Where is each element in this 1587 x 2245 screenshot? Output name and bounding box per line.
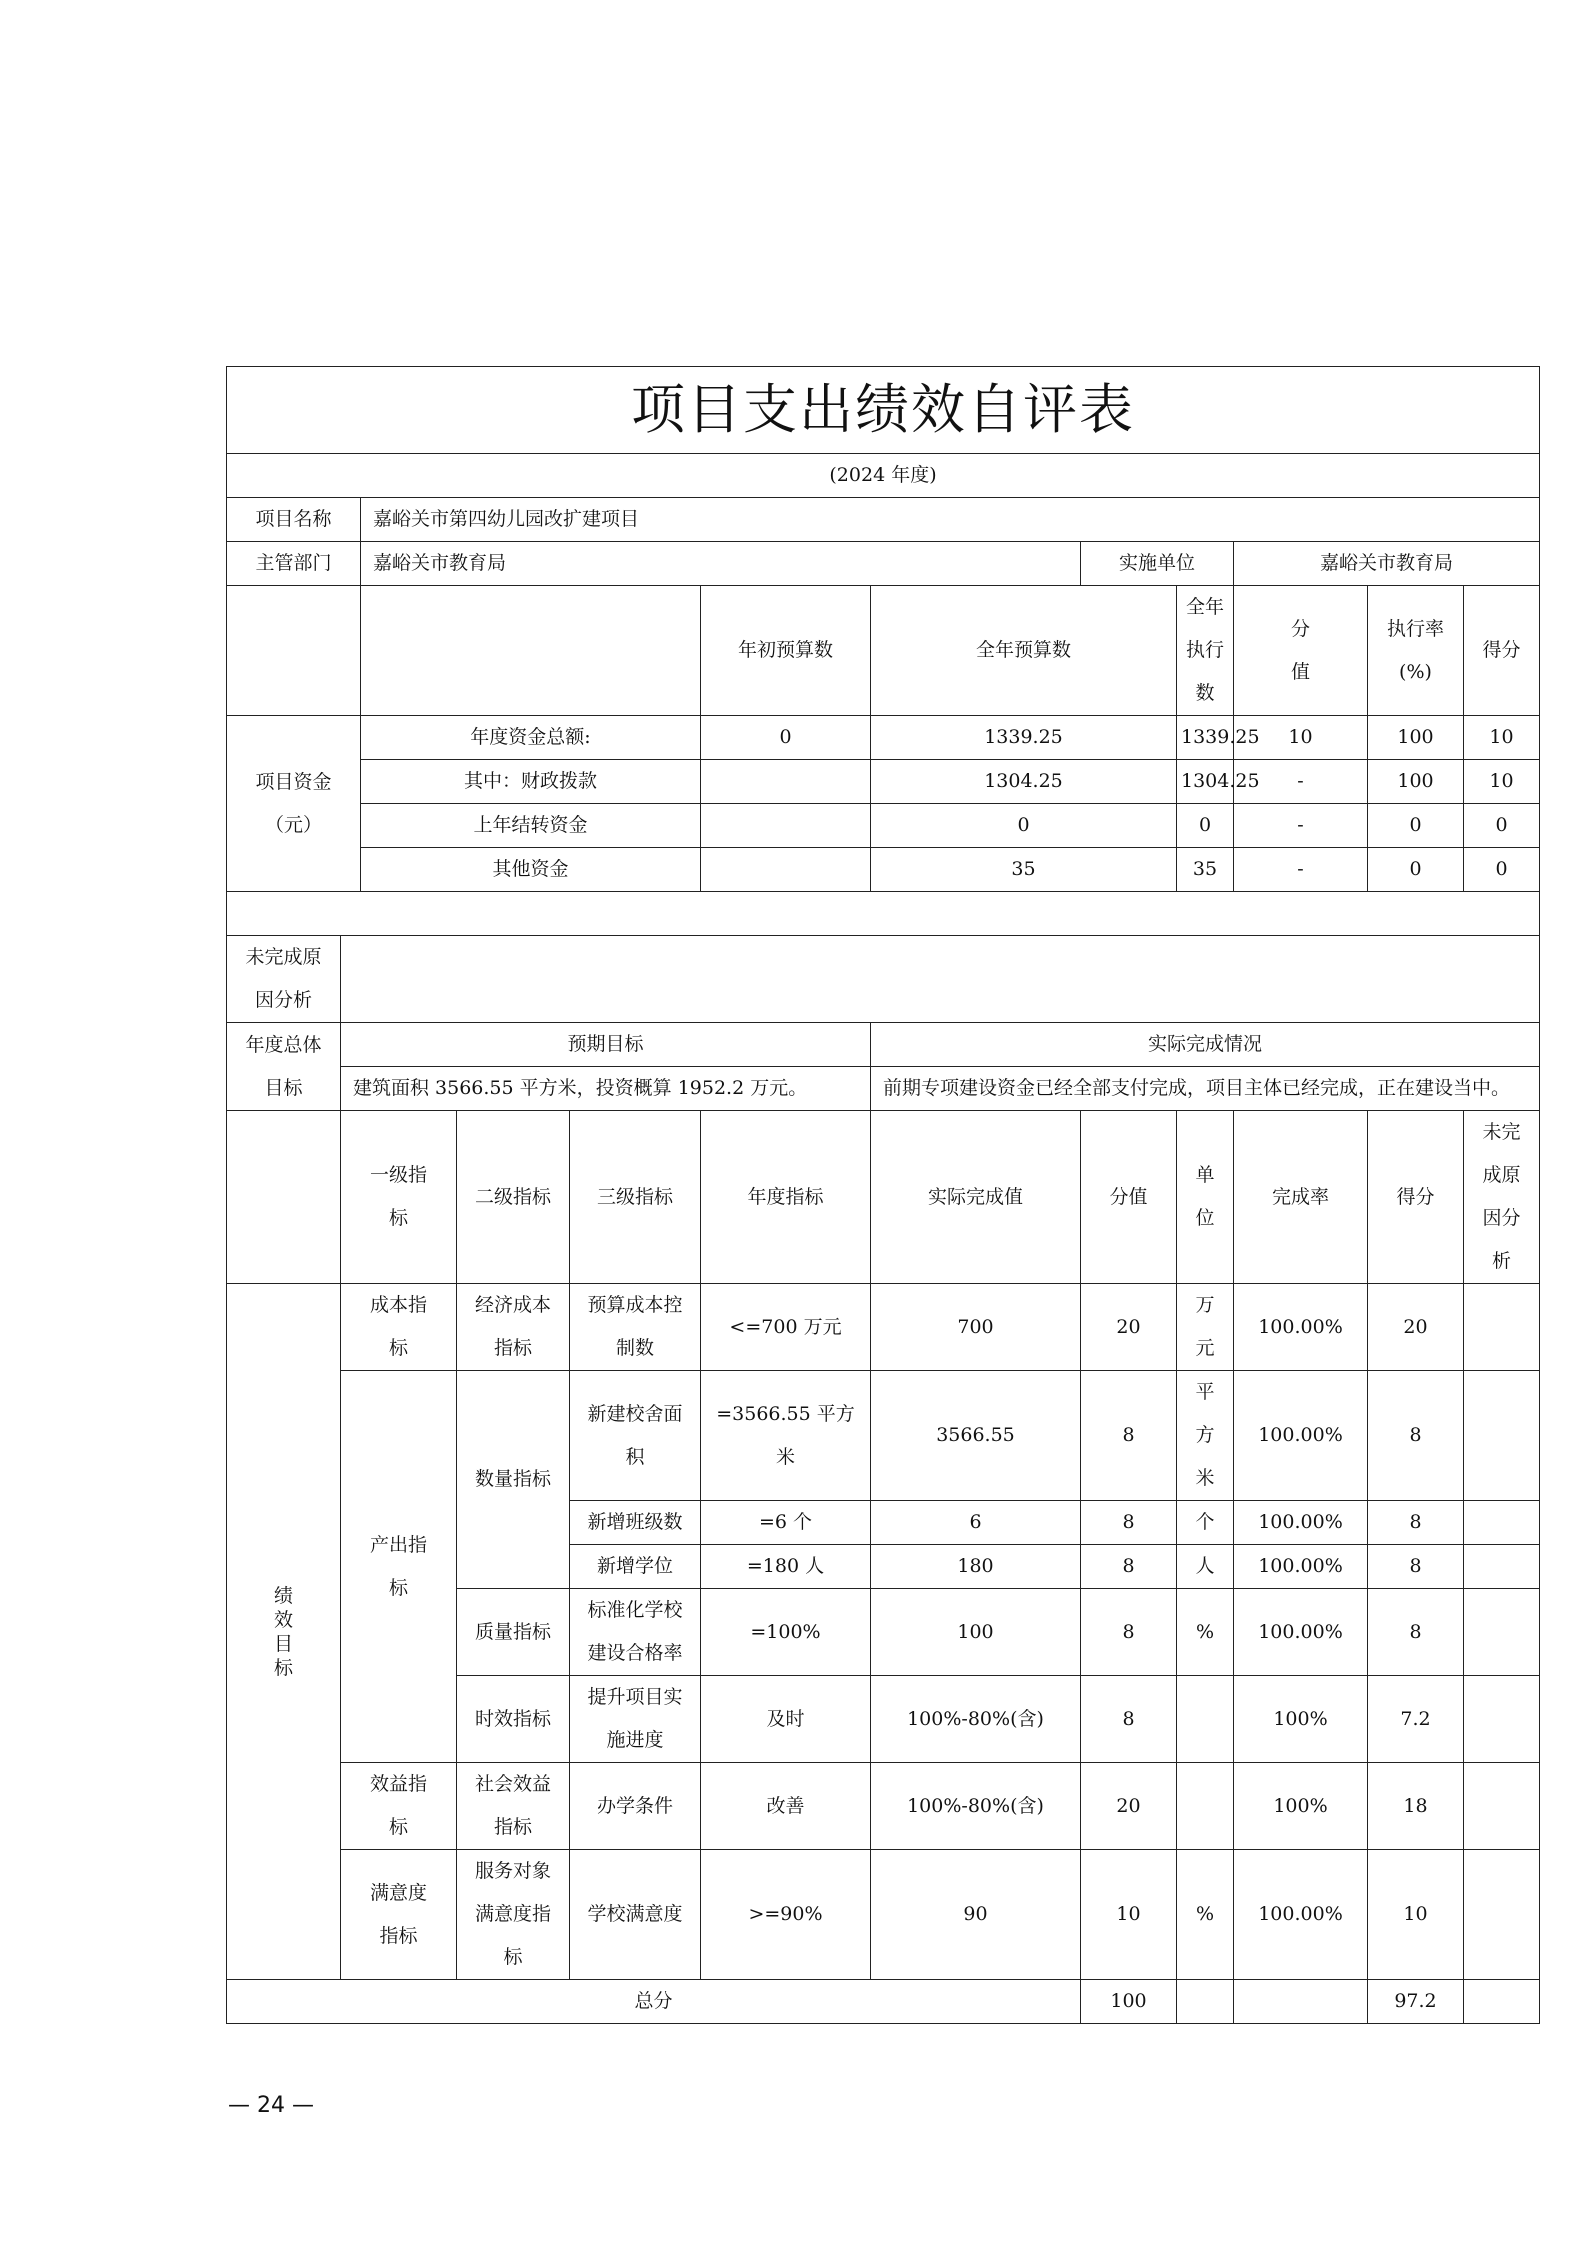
quality-l3: 标准化学校 建设合格率	[570, 1589, 701, 1676]
timely-reason	[1464, 1676, 1540, 1763]
classes-score: 8	[1081, 1501, 1177, 1545]
area-got: 8	[1368, 1371, 1464, 1501]
classes-annual: =6 个	[701, 1501, 871, 1545]
perf-header-actual: 实际完成值	[871, 1111, 1081, 1284]
actual-goal-text: 前期专项建设资金已经全部支付完成，项目主体已经完成，正在建设当中。	[871, 1067, 1540, 1111]
unfinished-value	[341, 936, 1540, 1023]
page-number: — 24 —	[228, 2093, 314, 2118]
funds-row-initial	[701, 848, 871, 892]
project-name-label: 项目名称	[227, 498, 361, 542]
seats-got: 8	[1368, 1545, 1464, 1589]
area-actual: 3566.55	[871, 1371, 1081, 1501]
benefit-unit	[1177, 1763, 1234, 1850]
funds-row-score: -	[1234, 804, 1368, 848]
benefit-annual: 改善	[701, 1763, 871, 1850]
seats-reason	[1464, 1545, 1540, 1589]
perf-header-l1: 一级指 标	[341, 1111, 457, 1284]
cost-actual: 700	[871, 1284, 1081, 1371]
funds-row-rate: 0	[1368, 848, 1464, 892]
evaluation-table	[226, 366, 1540, 2024]
timely-score: 8	[1081, 1676, 1177, 1763]
funds-header-blank	[227, 586, 361, 716]
timely-annual: 及时	[701, 1676, 871, 1763]
perf-header-unit: 单 位	[1177, 1111, 1234, 1284]
fiscal-year: (2024 年度)	[227, 454, 1540, 498]
cost-l3: 预算成本控 制数	[570, 1284, 701, 1371]
funds-row-annual: 0	[871, 804, 1177, 848]
timely-got: 7.2	[1368, 1676, 1464, 1763]
unfinished-label: 未完成原 因分析	[227, 936, 341, 1023]
funds-row-executed: 0	[1177, 804, 1234, 848]
dept-label: 主管部门	[227, 542, 361, 586]
timely-l3: 提升项目实 施进度	[570, 1676, 701, 1763]
classes-l3: 新增班级数	[570, 1501, 701, 1545]
funds-row-annual: 1339.25	[871, 716, 1177, 760]
quality-score: 8	[1081, 1589, 1177, 1676]
timely-rate: 100%	[1234, 1676, 1368, 1763]
perf-header-got: 得分	[1368, 1111, 1464, 1284]
funds-row-annual: 35	[871, 848, 1177, 892]
funds-row-initial	[701, 804, 871, 848]
cost-unit: 万 元	[1177, 1284, 1234, 1371]
total-score: 100	[1081, 1980, 1177, 2024]
perf-header-l2: 二级指标	[457, 1111, 570, 1284]
seats-rate: 100.00%	[1234, 1545, 1368, 1589]
funds-row-rate: 100	[1368, 760, 1464, 804]
perf-goal-label: 绩 效 目 标	[227, 1284, 341, 1980]
benefit-l2: 社会效益 指标	[457, 1763, 570, 1850]
seats-annual: =180 人	[701, 1545, 871, 1589]
funds-header-executed: 全年执行数	[1177, 586, 1234, 716]
classes-rate: 100.00%	[1234, 1501, 1368, 1545]
funds-row-got: 10	[1464, 760, 1540, 804]
seats-l3: 新增学位	[570, 1545, 701, 1589]
funds-row-name: 年度资金总额:	[361, 716, 701, 760]
seats-actual: 180	[871, 1545, 1081, 1589]
perf-header-score: 分值	[1081, 1111, 1177, 1284]
benefit-l3: 办学条件	[570, 1763, 701, 1850]
perf-header-annual: 年度指标	[701, 1111, 871, 1284]
seats-score: 8	[1081, 1545, 1177, 1589]
classes-unit: 个	[1177, 1501, 1234, 1545]
funds-row-score: -	[1234, 848, 1368, 892]
total-label: 总分	[227, 1980, 1081, 2024]
cost-reason	[1464, 1284, 1540, 1371]
area-annual: =3566.55 平方 米	[701, 1371, 871, 1501]
funds-row-executed: 1339.25	[1177, 716, 1234, 760]
perf-header-rate: 完成率	[1234, 1111, 1368, 1284]
qty-l2: 数量指标	[457, 1371, 570, 1589]
funds-row-executed: 35	[1177, 848, 1234, 892]
funds-row-initial: 0	[701, 716, 871, 760]
funds-header-got: 得分	[1464, 586, 1540, 716]
cost-l2: 经济成本 指标	[457, 1284, 570, 1371]
classes-reason	[1464, 1501, 1540, 1545]
funds-row-got: 0	[1464, 804, 1540, 848]
perf-header-l3: 三级指标	[570, 1111, 701, 1284]
spacer-row	[227, 892, 1540, 936]
total-unit	[1177, 1980, 1234, 2024]
form-title: 项目支出绩效自评表	[227, 367, 1540, 454]
satisfaction-reason	[1464, 1850, 1540, 1980]
expected-goal-text: 建筑面积 3566.55 平方米，投资概算 1952.2 万元。	[341, 1067, 871, 1111]
funds-row-name: 其中：财政拨款	[361, 760, 701, 804]
satisfaction-actual: 90	[871, 1850, 1081, 1980]
satisfaction-unit: %	[1177, 1850, 1234, 1980]
area-rate: 100.00%	[1234, 1371, 1368, 1501]
quality-actual: 100	[871, 1589, 1081, 1676]
quality-annual: =100%	[701, 1589, 871, 1676]
funds-row-name: 上年结转资金	[361, 804, 701, 848]
benefit-score: 20	[1081, 1763, 1177, 1850]
funds-row-initial	[701, 760, 871, 804]
satisfaction-annual: >=90%	[701, 1850, 871, 1980]
area-unit: 平 方 米	[1177, 1371, 1234, 1501]
perf-header-blank	[227, 1111, 341, 1284]
total-reason	[1464, 1980, 1540, 2024]
funds-header-blank-2	[361, 586, 701, 716]
funds-row-score: 10	[1234, 716, 1368, 760]
classes-got: 8	[1368, 1501, 1464, 1545]
area-score: 8	[1081, 1371, 1177, 1501]
cost-score: 20	[1081, 1284, 1177, 1371]
project-name-value: 嘉峪关市第四幼儿园改扩建项目	[361, 498, 1540, 542]
benefit-rate: 100%	[1234, 1763, 1368, 1850]
actual-goal-header: 实际完成情况	[871, 1023, 1540, 1067]
self-evaluation-form	[226, 366, 1519, 2024]
output-l1: 产出指 标	[341, 1371, 457, 1763]
funds-header-score: 分 值	[1234, 586, 1368, 716]
funds-row-label: 项目资金 （元）	[227, 716, 361, 892]
funds-row-rate: 0	[1368, 804, 1464, 848]
expected-goal-header: 预期目标	[341, 1023, 871, 1067]
classes-actual: 6	[871, 1501, 1081, 1545]
total-rate	[1234, 1980, 1368, 2024]
timely-unit	[1177, 1676, 1234, 1763]
funds-row-got: 0	[1464, 848, 1540, 892]
funds-row-executed: 1304.25	[1177, 760, 1234, 804]
satisfaction-got: 10	[1368, 1850, 1464, 1980]
perf-header-reason: 未完 成原 因分 析	[1464, 1111, 1540, 1284]
benefit-actual: 100%-80%(含)	[871, 1763, 1081, 1850]
quality-rate: 100.00%	[1234, 1589, 1368, 1676]
cost-got: 20	[1368, 1284, 1464, 1371]
quality-got: 8	[1368, 1589, 1464, 1676]
funds-row-name: 其他资金	[361, 848, 701, 892]
cost-l1: 成本指 标	[341, 1284, 457, 1371]
funds-header-rate: 执行率(%)	[1368, 586, 1464, 716]
funds-header-initial: 年初预算数	[701, 586, 871, 716]
benefit-got: 18	[1368, 1763, 1464, 1850]
funds-row-score: -	[1234, 760, 1368, 804]
satisfaction-l2: 服务对象 满意度指 标	[457, 1850, 570, 1980]
satisfaction-rate: 100.00%	[1234, 1850, 1368, 1980]
annual-goal-label: 年度总体 目标	[227, 1023, 341, 1111]
satisfaction-l1: 满意度 指标	[341, 1850, 457, 1980]
quality-unit: %	[1177, 1589, 1234, 1676]
area-l3: 新建校舍面 积	[570, 1371, 701, 1501]
area-reason	[1464, 1371, 1540, 1501]
benefit-reason	[1464, 1763, 1540, 1850]
cost-annual: <=700 万元	[701, 1284, 871, 1371]
satisfaction-score: 10	[1081, 1850, 1177, 1980]
timely-actual: 100%-80%(含)	[871, 1676, 1081, 1763]
total-got: 97.2	[1368, 1980, 1464, 2024]
benefit-l1: 效益指 标	[341, 1763, 457, 1850]
timely-l2: 时效指标	[457, 1676, 570, 1763]
impl-unit-label: 实施单位	[1081, 542, 1234, 586]
satisfaction-l3: 学校满意度	[570, 1850, 701, 1980]
funds-row-annual: 1304.25	[871, 760, 1177, 804]
dept-value: 嘉峪关市教育局	[361, 542, 1081, 586]
quality-reason	[1464, 1589, 1540, 1676]
funds-row-got: 10	[1464, 716, 1540, 760]
impl-unit-value: 嘉峪关市教育局	[1234, 542, 1540, 586]
quality-l2: 质量指标	[457, 1589, 570, 1676]
funds-row-rate: 100	[1368, 716, 1464, 760]
cost-rate: 100.00%	[1234, 1284, 1368, 1371]
seats-unit: 人	[1177, 1545, 1234, 1589]
funds-header-annual: 全年预算数	[871, 586, 1177, 716]
